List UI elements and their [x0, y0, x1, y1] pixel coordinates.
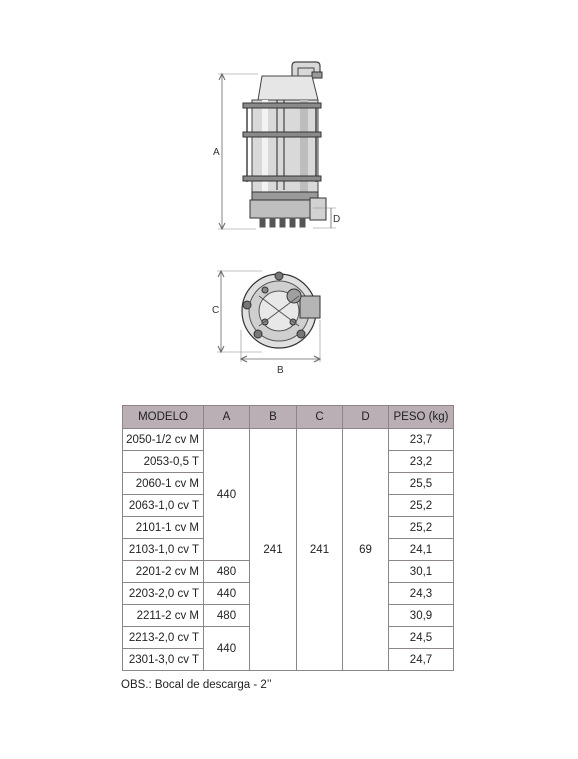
- weight-cell: 23,7: [389, 429, 454, 451]
- model-cell: 2211-2 cv M: [123, 605, 204, 627]
- header-peso: PESO (kg): [389, 406, 454, 429]
- weight-cell: 24,5: [389, 627, 454, 649]
- header-modelo: MODELO: [123, 406, 204, 429]
- dimension-d-label: D: [333, 214, 341, 225]
- dimension-c-label: C: [212, 305, 220, 316]
- header-b: B: [250, 406, 297, 429]
- dimension-d-cell: 69: [343, 429, 389, 671]
- model-cell: 2301-3,0 cv T: [123, 649, 204, 671]
- weight-cell: 23,2: [389, 451, 454, 473]
- weight-cell: 25,2: [389, 517, 454, 539]
- dimension-b-cell: 241: [250, 429, 297, 671]
- dimension-a-cell: 440: [204, 583, 250, 605]
- model-cell: 2101-1 cv M: [123, 517, 204, 539]
- dimension-c-cell: 241: [297, 429, 343, 671]
- table-row: [123, 429, 454, 451]
- weight-cell: 24,7: [389, 649, 454, 671]
- header-d: D: [343, 406, 389, 429]
- weight-cell: 30,1: [389, 561, 454, 583]
- weight-cell: 24,3: [389, 583, 454, 605]
- specification-table: [122, 405, 454, 671]
- model-cell: 2060-1 cv M: [123, 473, 204, 495]
- observation-note: OBS.: Bocal de descarga - 2’’: [121, 679, 272, 691]
- dimension-a-cell: 480: [204, 561, 250, 583]
- weight-cell: 24,1: [389, 539, 454, 561]
- pump-side-view: [218, 62, 336, 229]
- model-cell: 2201-2 cv M: [123, 561, 204, 583]
- weight-cell: 30,9: [389, 605, 454, 627]
- model-cell: 2103-1,0 cv T: [123, 539, 204, 561]
- dimension-a-cell: 440: [204, 627, 250, 671]
- header-c: C: [297, 406, 343, 429]
- weight-cell: 25,2: [389, 495, 454, 517]
- model-cell: 2050-1/2 cv M: [123, 429, 204, 451]
- dimension-b-label: B: [277, 365, 284, 376]
- table-header-row: [123, 406, 454, 429]
- dimension-a-cell: 480: [204, 605, 250, 627]
- dimension-a-cell: 440: [204, 429, 250, 561]
- model-cell: 2203-2,0 cv T: [123, 583, 204, 605]
- model-cell: 2063-1,0 cv T: [123, 495, 204, 517]
- weight-cell: 25,5: [389, 473, 454, 495]
- pump-top-view: [217, 271, 320, 362]
- model-cell: 2053-0,5 T: [123, 451, 204, 473]
- dimension-a-label: A: [213, 147, 220, 158]
- header-a: A: [204, 406, 250, 429]
- model-cell: 2213-2,0 cv T: [123, 627, 204, 649]
